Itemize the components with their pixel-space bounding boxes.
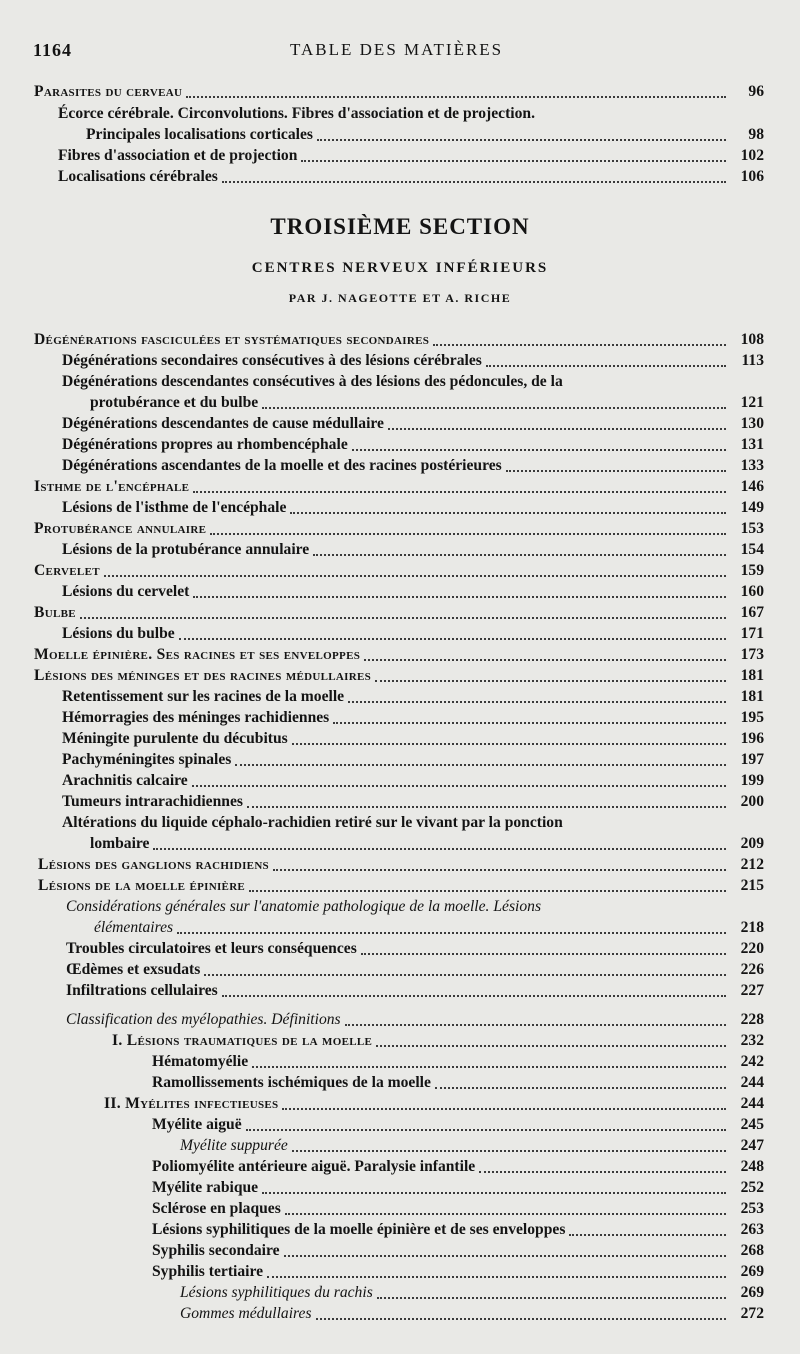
toc-entry — [0, 1052, 800, 1072]
toc-entry — [0, 477, 800, 497]
toc-entry-title: Syphilis tertiaire — [152, 1263, 264, 1280]
toc-entry-title: Infiltrations cellulaires — [66, 982, 218, 999]
toc-leader-dots — [377, 1297, 726, 1299]
toc-entry — [0, 1073, 800, 1093]
toc-entry-page: 133 — [740, 457, 764, 474]
toc-entry-page: 154 — [740, 541, 764, 558]
toc-leader-dots — [262, 1192, 726, 1194]
toc-leader-dots — [388, 428, 726, 430]
toc-entry-page: 263 — [740, 1221, 764, 1238]
toc-entry — [0, 414, 800, 434]
toc-entry — [0, 876, 800, 896]
toc-entry-title: Hématomyélie — [152, 1053, 249, 1070]
toc-leader-dots — [273, 869, 726, 871]
toc-entry-title: élémentaires — [94, 919, 174, 936]
toc-entry — [0, 603, 800, 623]
toc-entry — [0, 435, 800, 455]
toc-entry-page: 146 — [740, 478, 764, 495]
toc-entry-page: 149 — [740, 499, 764, 516]
toc-entry-title: Fibres d'association et de projection — [58, 147, 298, 164]
toc-leader-dots — [361, 953, 726, 955]
toc-entry-title: Lésions du cervelet — [62, 583, 190, 600]
toc-entry — [0, 125, 800, 145]
toc-leader-dots — [153, 848, 726, 850]
toc-leader-dots — [364, 659, 726, 661]
toc-leader-dots — [375, 680, 726, 682]
toc-entry — [0, 519, 800, 539]
toc-entry-title: Myélite rabique — [152, 1179, 259, 1196]
toc-entry-page: 242 — [740, 1053, 764, 1070]
toc-leader-dots — [282, 1108, 726, 1110]
toc-entry-title: Moelle épinière. Ses racines et ses enveloppes — [34, 646, 361, 663]
toc-entry-page: 195 — [740, 709, 764, 726]
toc-entry-page: 253 — [740, 1200, 764, 1217]
toc-entry-title: Lésions de la moelle épinière — [38, 877, 246, 894]
toc-entry — [0, 1283, 800, 1303]
toc-entry-page: 244 — [740, 1074, 764, 1091]
toc-leader-dots — [333, 722, 726, 724]
toc-entry-title: Syphilis secondaire — [152, 1242, 280, 1259]
toc-leader-dots — [345, 1024, 726, 1026]
toc-entry-title: Gommes médullaires — [180, 1305, 312, 1322]
toc-entry-title: Œdèmes et exsudats — [66, 961, 201, 978]
toc-entry — [0, 981, 800, 1001]
toc-entry-page: 272 — [740, 1305, 764, 1322]
toc-entry-title: Dégénérations ascendantes de la moelle et des racines postérieures — [62, 457, 502, 474]
toc-entry — [0, 1304, 800, 1324]
toc-leader-dots — [252, 1066, 726, 1068]
toc-leader-dots — [285, 1213, 726, 1215]
toc-entry-page: 131 — [740, 436, 764, 453]
toc-entry — [0, 918, 800, 938]
toc-entry-title: Myélite suppurée — [180, 1137, 288, 1154]
toc-entry — [0, 1136, 800, 1156]
toc-leader-dots — [222, 995, 726, 997]
toc-entry-title: Dégénérations propres au rhombencéphale — [62, 436, 348, 453]
toc-entry — [0, 897, 800, 917]
toc-entry — [0, 960, 800, 980]
toc-leader-dots — [316, 1318, 726, 1320]
toc-entry — [0, 1178, 800, 1198]
toc-entry — [0, 792, 800, 812]
toc-leader-dots — [247, 806, 726, 808]
toc-entry-title: Lésions syphilitiques de la moelle épinière et de ses enveloppes — [152, 1221, 566, 1238]
toc-entry-title: Ramollissements ischémiques de la moelle — [152, 1074, 431, 1091]
toc-entry-title: Bulbe — [34, 604, 76, 621]
toc-entry-title: Localisations cérébrales — [58, 168, 218, 185]
toc-entry-page: 268 — [740, 1242, 764, 1259]
toc-entry — [0, 666, 800, 686]
toc-entry-title: II. Myélites infectieuses — [104, 1095, 279, 1112]
toc-entry-page: 212 — [740, 856, 764, 873]
toc-leader-dots — [301, 160, 726, 162]
toc-entry-page: 226 — [740, 961, 764, 978]
toc-entry-page: 113 — [741, 352, 764, 369]
toc-entry-title: Dégénérations descendantes consécutives à des lésions des pédoncules, de la — [62, 373, 563, 390]
toc-entry-page: 121 — [740, 394, 764, 411]
toc-leader-dots — [290, 512, 726, 514]
toc-entry-page: 196 — [740, 730, 764, 747]
toc-entry-page: 102 — [740, 147, 764, 164]
toc-entry-page: 245 — [740, 1116, 764, 1133]
toc-leader-dots — [246, 1129, 726, 1131]
toc-entry-page: 171 — [740, 625, 764, 642]
toc-entry — [0, 771, 800, 791]
toc-entry — [0, 1157, 800, 1177]
toc-leader-dots — [193, 596, 726, 598]
toc-entry-page: 130 — [740, 415, 764, 432]
toc-entry-page: 96 — [748, 83, 764, 100]
toc-entry-page: 200 — [740, 793, 764, 810]
toc-entry — [0, 82, 800, 102]
toc-entry — [0, 104, 800, 124]
toc-entry — [0, 456, 800, 476]
toc-entry — [0, 330, 800, 350]
toc-entry-page: 248 — [740, 1158, 764, 1175]
toc-entry-title: Lésions des méninges et des racines médullaires — [34, 667, 372, 684]
toc-entry-page: 227 — [740, 982, 764, 999]
toc-entry — [0, 393, 800, 413]
section-authors: PAR J. NAGEOTTE ET A. RICHE — [288, 291, 512, 305]
toc-entry-page: 252 — [740, 1179, 764, 1196]
toc-entry-title: Dégénérations fasciculées et systématiques secondaires — [34, 331, 430, 348]
toc-entry — [0, 540, 800, 560]
toc-entry-page: 181 — [740, 688, 764, 705]
toc-entry — [0, 372, 800, 392]
toc-leader-dots — [186, 96, 726, 98]
toc-entry-title: Lésions des ganglions rachidiens — [38, 856, 269, 873]
toc-entry-title: Arachnitis calcaire — [62, 772, 188, 789]
toc-entry — [0, 939, 800, 959]
section-title: TROISIÈME SECTION — [270, 214, 530, 239]
toc-entry-title: Poliomyélite antérieure aiguë. Paralysie infantile — [152, 1158, 476, 1175]
toc-entry — [0, 498, 800, 518]
toc-entry — [0, 146, 800, 166]
toc-entry-page: 269 — [740, 1263, 764, 1280]
toc-entry — [0, 1262, 800, 1282]
toc-entry-title: Considérations générales sur l'anatomie pathologique de la moelle. Lésions — [66, 898, 542, 915]
toc-entry — [0, 1031, 800, 1051]
toc-entry — [0, 834, 800, 854]
toc-entry — [0, 1010, 800, 1030]
toc-entry-title: Lésions du bulbe — [62, 625, 175, 642]
toc-leader-dots — [104, 575, 726, 577]
toc-entry-title: Lésions de la protubérance annulaire — [62, 541, 310, 558]
toc-entry — [0, 351, 800, 371]
toc-leader-dots — [235, 764, 726, 766]
toc-entry-title: Pachyméningites spinales — [62, 751, 232, 768]
toc-entry-page: 159 — [740, 562, 764, 579]
toc-leader-dots — [292, 743, 726, 745]
toc-entry — [0, 1241, 800, 1261]
toc-entry-page: 197 — [740, 751, 764, 768]
toc-entry-title: protubérance et du bulbe — [90, 394, 259, 411]
toc-leader-dots — [192, 785, 726, 787]
toc-entry-page: 269 — [740, 1284, 764, 1301]
toc-entry-title: Classification des myélopathies. Définitions — [66, 1011, 341, 1028]
toc-leader-dots — [317, 139, 726, 141]
toc-entry-title: Dégénérations secondaires consécutives à des lésions cérébrales — [62, 352, 482, 369]
toc-entry-title: Méningite purulente du décubitus — [62, 730, 288, 747]
section-subtitle: CENTRES NERVEUX INFÉRIEURS — [251, 260, 549, 276]
toc-entry-page: 108 — [740, 331, 764, 348]
toc-entry-title: Hémorragies des méninges rachidiennes — [62, 709, 330, 726]
toc-entry-title: Myélite aiguë — [152, 1116, 242, 1133]
toc-leader-dots — [292, 1150, 726, 1152]
toc-entry-title: Altérations du liquide céphalo-rachidien retiré sur le vivant par la ponction — [62, 814, 563, 831]
toc-entry-title: Dégénérations descendantes de cause médullaire — [62, 415, 384, 432]
toc-entry-page: 209 — [740, 835, 764, 852]
toc-entry-title: Parasites du cerveau — [34, 83, 183, 100]
toc-leader-dots — [193, 491, 726, 493]
toc-entry-title: Troubles circulatoires et leurs conséquences — [66, 940, 357, 957]
toc-leader-dots — [433, 344, 726, 346]
toc-entry — [0, 1199, 800, 1219]
toc-entry — [0, 167, 800, 187]
toc-leader-dots — [210, 533, 726, 535]
toc-leader-dots — [506, 470, 726, 472]
toc-leader-dots — [262, 407, 726, 409]
toc-entry-page: 232 — [740, 1032, 764, 1049]
toc-entry-page: 106 — [740, 168, 764, 185]
toc-entry — [0, 1115, 800, 1135]
toc-entry-title: Lésions syphilitiques du rachis — [180, 1284, 373, 1301]
toc-leader-dots — [179, 638, 726, 640]
toc-leader-dots — [569, 1234, 726, 1236]
running-head-title: TABLE DES MATIÈRES — [290, 40, 504, 59]
page-number: 1164 — [33, 40, 73, 60]
toc-leader-dots — [249, 890, 726, 892]
toc-leader-dots — [486, 365, 726, 367]
toc-entry — [0, 561, 800, 581]
toc-entry-title: Retentissement sur les racines de la moelle — [62, 688, 345, 705]
toc-entry-page: 247 — [740, 1137, 764, 1154]
toc-entry-title: Isthme de l'encéphale — [34, 478, 190, 495]
toc-entry-title: Écorce cérébrale. Circonvolutions. Fibres d'association et de projection. — [58, 105, 535, 122]
toc-entry — [0, 729, 800, 749]
toc-entry — [0, 708, 800, 728]
toc-leader-dots — [348, 701, 726, 703]
toc-leader-dots — [376, 1045, 726, 1047]
toc-leader-dots — [177, 932, 726, 934]
toc-entry-page: 220 — [740, 940, 764, 957]
toc-entry — [0, 855, 800, 875]
toc-entry — [0, 1220, 800, 1240]
toc-entry-title: Cervelet — [34, 562, 100, 579]
toc-leader-dots — [204, 974, 726, 976]
toc-entry-page: 160 — [740, 583, 764, 600]
toc-entry-title: Protubérance annulaire — [34, 520, 207, 537]
toc-entry-title: Sclérose en plaques — [152, 1200, 281, 1217]
toc-entry-page: 98 — [748, 126, 764, 143]
toc-entry-page: 228 — [740, 1011, 764, 1028]
toc-leader-dots — [267, 1276, 726, 1278]
toc-entry-page: 181 — [740, 667, 764, 684]
toc-leader-dots — [284, 1255, 726, 1257]
toc-leader-dots — [222, 181, 726, 183]
toc-entry-title: Tumeurs intrarachidiennes — [62, 793, 243, 810]
toc-entry — [0, 750, 800, 770]
toc-entry-page: 215 — [740, 877, 764, 894]
toc-leader-dots — [479, 1171, 726, 1173]
toc-entry — [0, 1094, 800, 1114]
toc-entry-title: Lésions de l'isthme de l'encéphale — [62, 499, 287, 516]
toc-entry — [0, 582, 800, 602]
toc-entry — [0, 687, 800, 707]
toc-entry-page: 153 — [740, 520, 764, 537]
toc-entry — [0, 624, 800, 644]
toc-entry — [0, 645, 800, 665]
toc-entry-title: lombaire — [90, 835, 150, 852]
toc-leader-dots — [435, 1087, 726, 1089]
toc-entry-page: 199 — [740, 772, 764, 789]
toc-entry-page: 173 — [740, 646, 764, 663]
toc-entry-title: I. Lésions traumatiques de la moelle — [112, 1032, 373, 1049]
toc-leader-dots — [352, 449, 726, 451]
toc-entry-page: 167 — [740, 604, 764, 621]
toc-entry-page: 244 — [740, 1095, 764, 1112]
toc-entry-title: Principales localisations corticales — [86, 126, 313, 143]
toc-leader-dots — [313, 554, 726, 556]
toc-entry — [0, 813, 800, 833]
toc-entry-page: 218 — [740, 919, 764, 936]
toc-leader-dots — [80, 617, 726, 619]
